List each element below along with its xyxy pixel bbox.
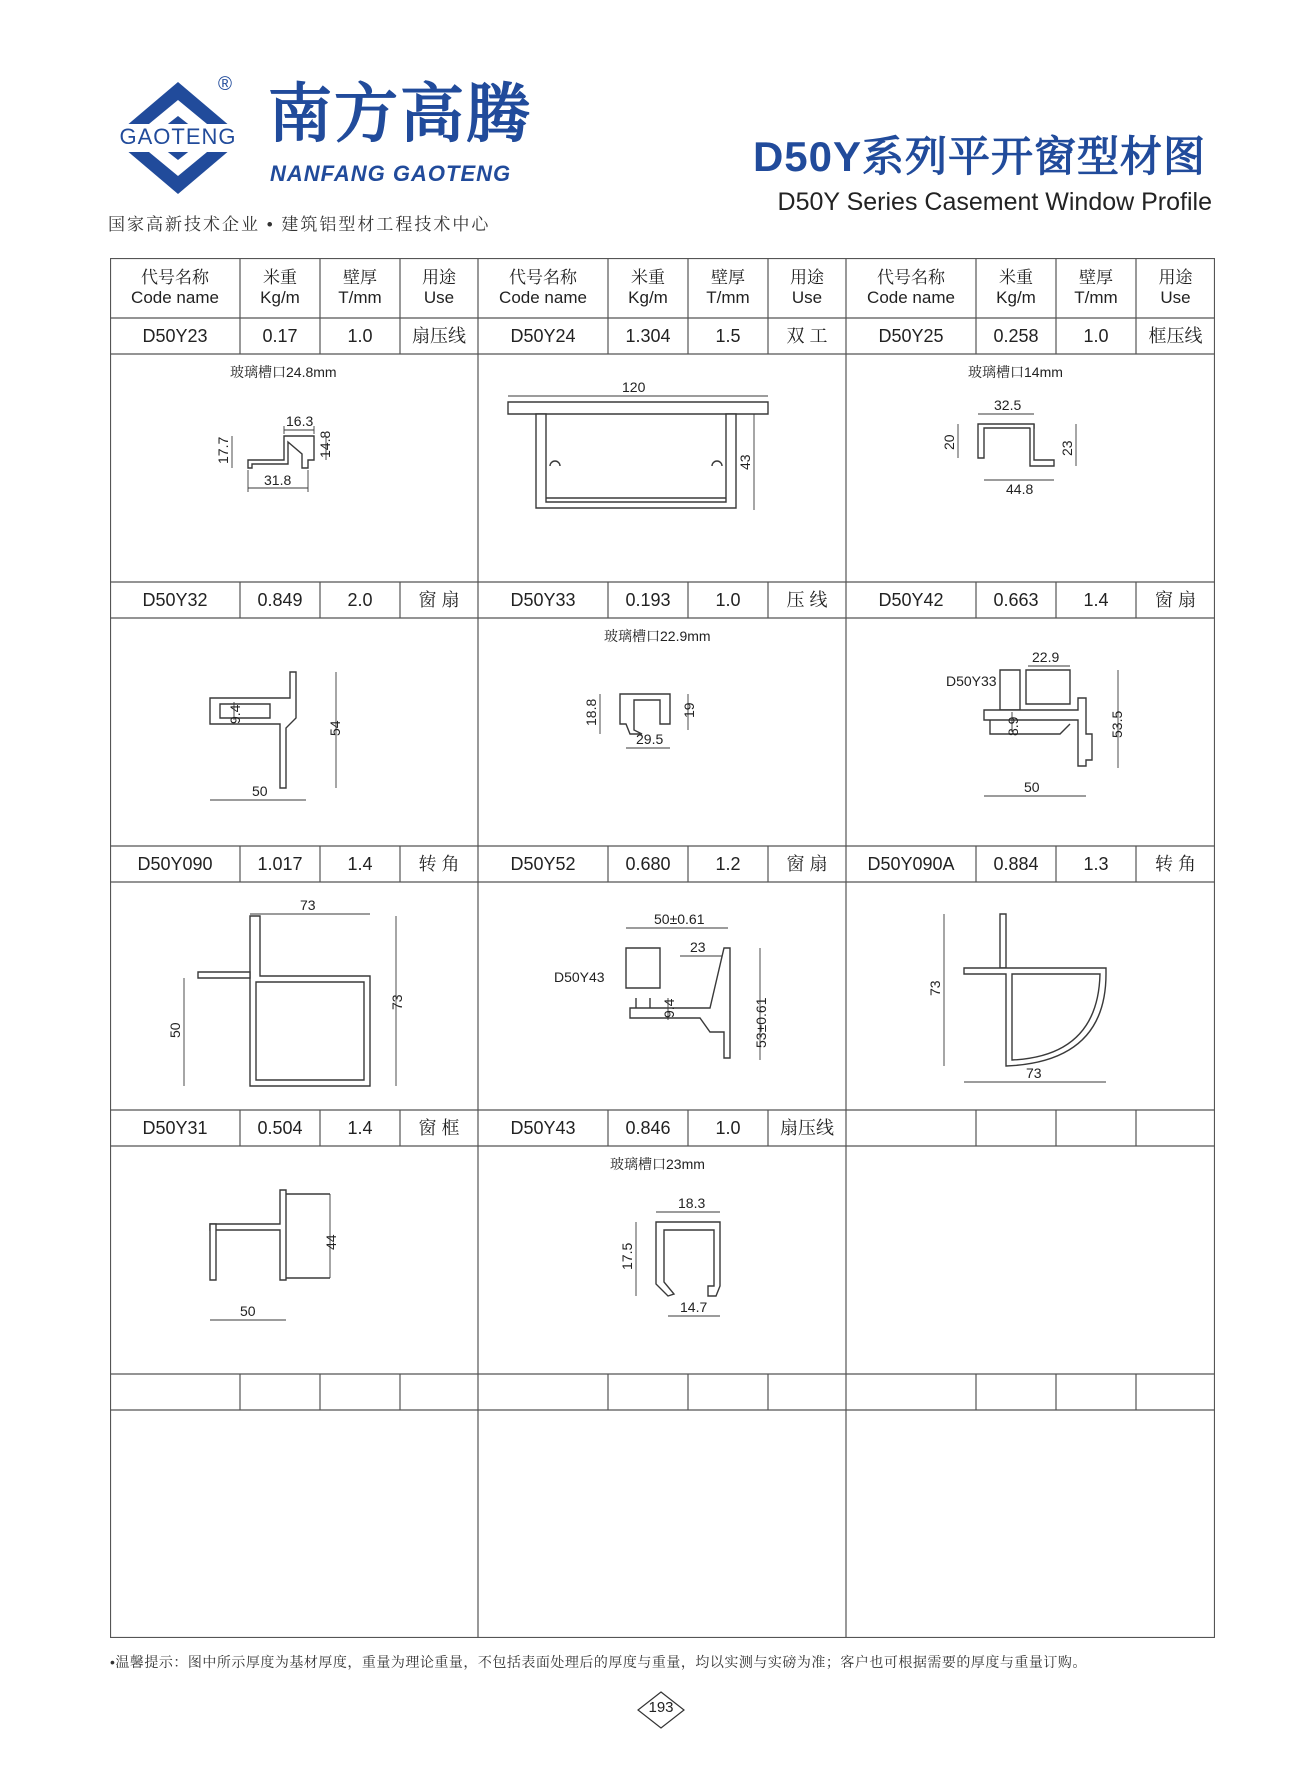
svg-text:73: 73 (300, 897, 316, 913)
svg-text:29.5: 29.5 (636, 731, 664, 747)
page-title-cn: D50Y系列平开窗型材图 (752, 133, 1206, 180)
profile-use: 窗 扇 (418, 589, 460, 610)
profile-drawing-d50y090 (167, 894, 430, 1104)
profile-drawing-d50y090a (927, 894, 1170, 1104)
svg-text:32.5: 32.5 (994, 397, 1022, 413)
profile-use: 窗 扇 (1154, 589, 1196, 610)
svg-text:73: 73 (389, 994, 405, 1010)
header-code-name: 代号名称 Code name (867, 268, 955, 307)
profile-weight: 0.849 (257, 589, 303, 610)
profile-thickness: 1.0 (1083, 325, 1109, 346)
profile-thickness: 1.3 (1083, 853, 1109, 874)
svg-text:17.5: 17.5 (619, 1242, 635, 1270)
profile-code: D50Y52 (510, 853, 576, 874)
svg-text:120: 120 (622, 379, 646, 395)
svg-text:53.5: 53.5 (1109, 710, 1125, 738)
brand-name-en: NANFANG GAOTENG (270, 161, 512, 186)
svg-text:53±0.61: 53±0.61 (753, 997, 769, 1048)
profile-thickness: 1.0 (347, 325, 373, 346)
profile-drawing-d50y52 (550, 908, 810, 1098)
svg-text:14.7: 14.7 (680, 1299, 708, 1315)
glass-groove-note: 玻璃槽口14mm (968, 364, 1063, 380)
profile-code: D50Y43 (510, 1117, 576, 1138)
header-code-name: 代号名称 Code name (131, 268, 219, 307)
svg-text:9.4: 9.4 (661, 998, 677, 1018)
profile-code: D50Y23 (142, 325, 208, 346)
glass-groove-note: 玻璃槽口22.9mm (604, 628, 711, 644)
profile-code: D50Y090A (867, 853, 955, 874)
profile-code: D50Y24 (510, 325, 576, 346)
profile-thickness: 2.0 (347, 589, 373, 610)
profile-thickness: 1.4 (347, 853, 373, 874)
svg-text:18.3: 18.3 (678, 1195, 706, 1211)
svg-text:50: 50 (1024, 779, 1040, 795)
svg-text:17.7: 17.7 (215, 436, 231, 464)
glass-groove-note: 玻璃槽口23mm (610, 1156, 705, 1172)
profile-use: 转 角 (1154, 853, 1196, 874)
header-thickness: 壁厚 T/mm (706, 268, 750, 307)
header-use: 用途 Use (422, 268, 456, 307)
profile-use: 压 线 (786, 589, 828, 610)
profile-use: 双 工 (786, 325, 828, 346)
svg-text:18.8: 18.8 (583, 698, 599, 726)
svg-text:50: 50 (252, 783, 268, 799)
svg-text:50±0.61: 50±0.61 (654, 911, 705, 927)
profile-code: D50Y32 (142, 589, 208, 610)
header-weight: 米重 Kg/m (628, 268, 668, 307)
svg-text:50: 50 (240, 1303, 256, 1319)
svg-text:43: 43 (737, 454, 753, 470)
profile-use: 转 角 (418, 853, 460, 874)
profile-use: 扇压线 (412, 325, 466, 346)
registered-mark: ® (218, 74, 232, 95)
svg-text:44.8: 44.8 (1006, 481, 1034, 497)
profile-thickness: 1.0 (715, 589, 741, 610)
profile-weight: 0.17 (262, 325, 298, 346)
profile-drawing-d50y33 (560, 674, 760, 824)
brand-name-cn: 南方高腾 (268, 78, 532, 150)
profile-use: 窗 扇 (786, 853, 828, 874)
company-slogan: 国家高新技术企业 • 建筑铝型材工程技术中心 (108, 215, 491, 234)
profile-drawing-d50y24 (508, 358, 808, 578)
svg-text:54: 54 (327, 720, 343, 736)
profile-weight: 1.304 (625, 325, 671, 346)
profile-weight: 1.017 (257, 853, 303, 874)
footer-note: •温馨提示：图中所示厚度为基材厚度，重量为理论重量，不包括表面处理后的厚度与重量，均以实测与实磅为准；客户也可根据需要的厚度与重量订购。 (110, 1654, 1087, 1670)
svg-text:20: 20 (941, 434, 957, 450)
svg-text:14.8: 14.8 (317, 430, 333, 458)
profile-drawing-d50y42 (920, 640, 1180, 820)
svg-text:23: 23 (690, 939, 706, 955)
svg-text:23: 23 (1059, 440, 1075, 456)
profile-drawing-d50y25 (941, 394, 1090, 544)
header-thickness: 壁厚 T/mm (1074, 268, 1118, 307)
profile-code: D50Y25 (878, 325, 944, 346)
svg-text:73: 73 (1026, 1065, 1042, 1081)
profile-thickness: 1.2 (715, 853, 741, 874)
header-code-name: 代号名称 Code name (499, 268, 587, 307)
profile-use: 扇压线 (780, 1117, 834, 1138)
profile-drawing-d50y43 (580, 1186, 780, 1356)
glass-groove-note: 玻璃槽口24.8mm (230, 364, 337, 380)
svg-text:D50Y33: D50Y33 (946, 673, 997, 689)
profile-use: 框压线 (1148, 325, 1203, 346)
profile-weight: 0.680 (625, 853, 671, 874)
profile-drawing-d50y31 (200, 1180, 400, 1360)
profile-drawing-d50y32 (210, 658, 390, 818)
profile-weight: 0.884 (993, 853, 1039, 874)
profile-code: D50Y31 (142, 1117, 208, 1138)
profile-thickness: 1.4 (1083, 589, 1109, 610)
header-thickness: 壁厚 T/mm (338, 268, 382, 307)
profile-thickness: 1.0 (715, 1117, 741, 1138)
profile-weight: 0.193 (625, 589, 671, 610)
profile-drawing-d50y23 (210, 408, 360, 528)
profile-use: 窗 框 (418, 1117, 460, 1138)
svg-text:8.9: 8.9 (1005, 716, 1021, 736)
header-weight: 米重 Kg/m (996, 268, 1036, 307)
profile-thickness: 1.5 (715, 325, 741, 346)
svg-text:50: 50 (167, 1022, 183, 1038)
profile-code: D50Y090 (137, 853, 213, 874)
svg-text:44: 44 (323, 1234, 339, 1250)
header-weight: 米重 Kg/m (260, 268, 300, 307)
svg-text:22.9: 22.9 (1032, 649, 1060, 665)
profile-thickness: 1.4 (347, 1117, 373, 1138)
svg-text:D50Y43: D50Y43 (554, 969, 605, 985)
svg-text:19: 19 (681, 702, 697, 718)
profile-code: D50Y33 (510, 589, 576, 610)
svg-text:73: 73 (927, 980, 943, 996)
page-title-en: D50Y Series Casement Window Profile (777, 188, 1212, 216)
profile-weight: 0.663 (993, 589, 1039, 610)
profile-weight: 0.258 (993, 325, 1039, 346)
profile-weight: 0.846 (625, 1117, 671, 1138)
svg-text:9.4: 9.4 (227, 704, 243, 724)
page-number: 193 (648, 1699, 674, 1716)
svg-text:31.8: 31.8 (264, 472, 292, 488)
brand-logo-text: GAOTENG (119, 124, 237, 149)
profile-weight: 0.504 (257, 1117, 303, 1138)
header-use: 用途 Use (1158, 268, 1193, 307)
header-use: 用途 Use (790, 268, 824, 307)
svg-text:16.3: 16.3 (286, 413, 314, 429)
profile-code: D50Y42 (878, 589, 944, 610)
profile-table (110, 258, 1215, 1638)
